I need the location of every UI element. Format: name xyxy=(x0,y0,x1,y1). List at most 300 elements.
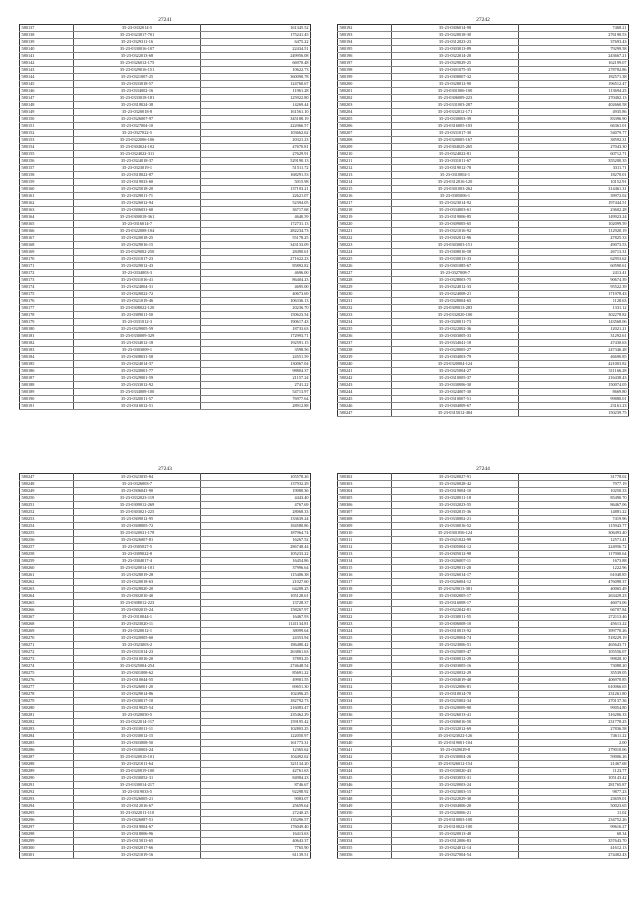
ledger-table xyxy=(19,24,311,410)
parcel-code-cell: 35-23-0330011-55 xyxy=(392,614,519,621)
table-row xyxy=(20,354,311,361)
parcel-code-cell: 35-23-0302012-96 xyxy=(392,235,519,242)
parcel-code-cell: 35-23-0320018-30 xyxy=(392,32,519,39)
table-row xyxy=(338,361,629,368)
parcel-code-cell: 35-23-0320029-8 xyxy=(392,747,519,754)
parcel-code-cell: 35-23-0322008-104 xyxy=(74,228,201,235)
parcel-code-cell: 35-23-0330004-26 xyxy=(392,754,519,761)
record-id-cell: 580281 xyxy=(20,712,74,719)
record-id-cell: 580343 xyxy=(338,761,392,768)
amount-cell: 102496.25 xyxy=(200,691,310,698)
record-id-cell: 580216 xyxy=(338,193,392,200)
record-id-cell: 580270 xyxy=(20,635,74,642)
amount-cell: 197444.51 xyxy=(518,200,628,207)
parcel-code-cell: 35-23-0332023-119 xyxy=(74,495,201,502)
record-id-cell: 580246 xyxy=(338,403,392,410)
table-row xyxy=(338,670,629,677)
amount-cell: 4696.00 xyxy=(200,270,310,277)
record-id-cell: 580212 xyxy=(338,165,392,172)
parcel-code-cell: 35-23-0323003-15 xyxy=(392,789,519,796)
record-id-cell: 580190 xyxy=(20,396,74,403)
ledger-table xyxy=(337,473,629,859)
amount-cell: 99820.10 xyxy=(518,656,628,663)
record-id-cell: 580208 xyxy=(338,137,392,144)
parcel-code-cell: 35-23-0319004-10 xyxy=(392,488,519,495)
record-id-cell: 580328 xyxy=(338,656,392,663)
parcel-code-cell: 35-23-0321019-46 xyxy=(74,298,201,305)
parcel-code-cell: 35-23-0326005-21 xyxy=(74,796,201,803)
table-row xyxy=(338,368,629,375)
record-id-cell: 580318 xyxy=(338,586,392,593)
amount-cell: 95522.39 xyxy=(518,284,628,291)
record-id-cell: 580277 xyxy=(20,684,74,691)
record-id-cell: 580300 xyxy=(20,845,74,852)
record-id-cell: 580180 xyxy=(20,326,74,333)
record-id-cell: 580352 xyxy=(338,824,392,831)
parcel-code-cell: 35-23-0325004-27 xyxy=(392,368,519,375)
amount-cell: 102099.59 xyxy=(518,221,628,228)
table-row xyxy=(338,600,629,607)
record-id-cell: 580229 xyxy=(338,284,392,291)
amount-cell: 54079.77 xyxy=(518,130,628,137)
amount-cell: 8746.67 xyxy=(200,782,310,789)
record-id-cell: 580264 xyxy=(20,593,74,600)
table-row xyxy=(338,102,629,109)
parcel-code-cell: 35-23-0329029-25 xyxy=(392,60,519,67)
table-row xyxy=(20,488,311,495)
amount-cell: 311166.28 xyxy=(518,368,628,375)
parcel-code-cell: 35-23-0322029-30 xyxy=(392,796,519,803)
parcel-code-cell: 35-23-0328004-65 xyxy=(392,298,519,305)
record-id-cell: 580316 xyxy=(338,572,392,579)
amount-cell: 465643.71 xyxy=(518,642,628,649)
record-id-cell: 580183 xyxy=(20,347,74,354)
record-id-cell: 580335 xyxy=(338,705,392,712)
parcel-code-cell: 35-23-0334012-18 xyxy=(74,340,201,347)
table-row xyxy=(20,312,311,319)
record-id-cell: 580197 xyxy=(338,60,392,67)
parcel-code-cell: 35-23-0330002-21 xyxy=(392,516,519,523)
record-id-cell: 580344 xyxy=(338,768,392,775)
record-id-cell: 580242 xyxy=(338,375,392,382)
amount-cell: 161773.31 xyxy=(200,740,310,747)
parcel-code-cell: 35-23-0319004-67 xyxy=(74,824,201,831)
parcel-code-cell: 35-23-0329012-43 xyxy=(74,263,201,270)
record-id-cell: 580254 xyxy=(20,523,74,530)
record-id-cell: 580215 xyxy=(338,186,392,193)
record-id-cell: 580275 xyxy=(20,670,74,677)
table-row xyxy=(338,754,629,761)
record-id-cell: 580156 xyxy=(20,158,74,165)
parcel-code-cell: 35-23-0322006-106 xyxy=(74,137,201,144)
record-id-cell: 580251 xyxy=(20,502,74,509)
table-row xyxy=(338,474,629,481)
record-id-cell: 580276 xyxy=(20,677,74,684)
amount-cell: 117900.64 xyxy=(518,551,628,558)
amount-cell: 51511.72 xyxy=(200,165,310,172)
table-row xyxy=(20,32,311,39)
table-row xyxy=(20,831,311,838)
amount-cell: 42761.63 xyxy=(200,768,310,775)
table-row xyxy=(338,256,629,263)
record-id-cell: 580261 xyxy=(20,572,74,579)
parcel-code-cell: 35-23-0330014-217 xyxy=(74,782,201,789)
parcel-code-cell: 35-23-0310016-20 xyxy=(74,656,201,663)
parcel-code-cell: 35-23-0319033-60 xyxy=(74,179,201,186)
parcel-code-cell: 35-23-0308031-58 xyxy=(74,354,201,361)
table-row xyxy=(20,481,311,488)
table-row xyxy=(338,586,629,593)
record-id-cell: 580143 xyxy=(20,67,74,74)
table-row xyxy=(338,53,629,60)
record-id-cell: 580329 xyxy=(338,663,392,670)
record-id-cell: 580274 xyxy=(20,663,74,670)
record-id-cell: 580304 xyxy=(338,488,392,495)
parcel-code-cell: 35-23-0310013-92 xyxy=(392,628,519,635)
amount-cell: 2413.41 xyxy=(518,270,628,277)
record-id-cell: 580154 xyxy=(20,144,74,151)
record-id-cell: 580323 xyxy=(338,621,392,628)
table-row xyxy=(338,691,629,698)
amount-cell: 234752.26 xyxy=(518,817,628,824)
table-row xyxy=(338,852,629,859)
table-row xyxy=(20,200,311,207)
record-id-cell: 580280 xyxy=(20,705,74,712)
parcel-code-cell: 35-23-0301085-67 xyxy=(392,263,519,270)
record-id-cell: 580160 xyxy=(20,186,74,193)
amount-cell: 135296.57 xyxy=(200,817,310,824)
parcel-code-cell: 35-23-0306031-60 xyxy=(74,207,201,214)
ledger-panel xyxy=(337,465,629,859)
amount-cell: 69651.30 xyxy=(200,684,310,691)
parcel-code-cell: 35-23-0320022-72 xyxy=(74,291,201,298)
amount-cell: 10152.91 xyxy=(518,179,628,186)
table-row xyxy=(338,298,629,305)
parcel-code-cell: 35-23-0309012-95 xyxy=(74,516,201,523)
parcel-code-cell: 35-23-0331014-23 xyxy=(74,649,201,656)
record-id-cell: 580152 xyxy=(20,130,74,137)
parcel-code-cell: 35-23-0310044-1 xyxy=(74,614,201,621)
amount-cell: 99054.80 xyxy=(518,705,628,712)
amount-cell: 115943.77 xyxy=(518,523,628,530)
amount-cell: 60590.61 xyxy=(518,263,628,270)
table-row xyxy=(338,593,629,600)
amount-cell: 28490.61 xyxy=(200,249,310,256)
parcel-code-cell: 35-23-0320011-57 xyxy=(74,396,201,403)
record-id-cell: 580158 xyxy=(20,172,74,179)
parcel-code-cell: 35-23-0310005-37 xyxy=(392,375,519,382)
record-id-cell: 580192 xyxy=(338,25,392,32)
amount-cell: 278782.86 xyxy=(518,67,628,74)
table-row xyxy=(20,621,311,628)
amount-cell: 62953.62 xyxy=(518,256,628,263)
table-row xyxy=(20,396,311,403)
amount-cell: 3598.56 xyxy=(200,347,310,354)
amount-cell: 150623.54 xyxy=(200,312,310,319)
record-id-cell: 580340 xyxy=(338,740,392,747)
amount-cell: 235462.29 xyxy=(200,712,310,719)
record-id-cell: 580282 xyxy=(20,719,74,726)
parcel-code-cell: 35-23-0324022-311 xyxy=(74,151,201,158)
record-id-cell: 580201 xyxy=(338,88,392,95)
table-row xyxy=(20,796,311,803)
record-id-cell: 580309 xyxy=(338,523,392,530)
amount-cell: 74611.22 xyxy=(518,733,628,740)
ledger-panel xyxy=(19,16,311,410)
parcel-code-cell: 35-23-0323020-11 xyxy=(74,621,201,628)
record-id-cell: 580306 xyxy=(338,502,392,509)
parcel-code-cell: 35-23-0303053-31 xyxy=(392,775,519,782)
record-id-cell: 580196 xyxy=(338,53,392,60)
table-row xyxy=(338,354,629,361)
table-row xyxy=(338,607,629,614)
table-row xyxy=(338,719,629,726)
amount-cell: 12571.41 xyxy=(518,537,628,544)
record-id-cell: 580163 xyxy=(20,207,74,214)
record-id-cell: 580202 xyxy=(338,95,392,102)
record-id-cell: 580151 xyxy=(20,123,74,130)
parcel-code-cell: 35-23-0320013-48 xyxy=(392,831,519,838)
parcel-code-cell: 35-23-0320009-90 xyxy=(392,705,519,712)
table-row xyxy=(20,495,311,502)
record-id-cell: 580248 xyxy=(20,481,74,488)
table-row xyxy=(338,347,629,354)
table-row xyxy=(20,53,311,60)
record-id-cell: 580336 xyxy=(338,712,392,719)
table-row xyxy=(20,340,311,347)
parcel-code-cell: 35-23-0309012-269 xyxy=(74,502,201,509)
amount-cell: 231261.80 xyxy=(518,691,628,698)
parcel-code-cell: 35-23-0321007-25 xyxy=(74,74,201,81)
parcel-code-cell: 35-23-0322042-81 xyxy=(392,607,519,614)
amount-cell: 105578.26 xyxy=(200,474,310,481)
parcel-code-cell: 35-23-0325002-34 xyxy=(392,698,519,705)
table-row xyxy=(338,249,629,256)
parcel-code-cell: 35-23-0327004-10 xyxy=(74,123,201,130)
parcel-code-cell: 35-23-0332014-5 xyxy=(74,25,201,32)
table-row xyxy=(20,81,311,88)
table-row xyxy=(20,572,311,579)
parcel-code-cell: 35-23-0308022-120 xyxy=(74,305,201,312)
parcel-code-cell: 35-23-0316014-7 xyxy=(74,221,201,228)
parcel-code-cell: 35-23-0324018-37 xyxy=(74,158,201,165)
parcel-code-cell: 35-23-0308016-58 xyxy=(392,249,519,256)
amount-cell: 243667.21 xyxy=(518,53,628,60)
record-id-cell: 580214 xyxy=(338,179,392,186)
record-id-cell: 580308 xyxy=(338,516,392,523)
amount-cell: 168291.53 xyxy=(200,172,310,179)
table-row xyxy=(20,810,311,817)
record-id-cell: 580349 xyxy=(338,803,392,810)
record-id-cell: 580247 xyxy=(20,474,74,481)
table-row xyxy=(20,782,311,789)
record-id-cell: 580171 xyxy=(20,263,74,270)
parcel-code-cell: 35-23-0334003-3 xyxy=(74,270,201,277)
record-id-cell: 580184 xyxy=(20,354,74,361)
parcel-code-cell: 35-23-0326007-81 xyxy=(74,537,201,544)
amount-cell: 16467.93 xyxy=(200,614,310,621)
record-id-cell: 580334 xyxy=(338,698,392,705)
table-row xyxy=(20,698,311,705)
amount-cell: 286748.44 xyxy=(200,544,310,551)
record-id-cell: 580146 xyxy=(20,88,74,95)
table-row xyxy=(338,838,629,845)
record-id-cell: 580138 xyxy=(20,32,74,39)
record-id-cell: 580294 xyxy=(20,803,74,810)
amount-cell: 40065.49 xyxy=(518,586,628,593)
record-id-cell: 580249 xyxy=(20,488,74,495)
table-row xyxy=(338,60,629,67)
record-id-cell: 580217 xyxy=(338,200,392,207)
amount-cell: 73088.20 xyxy=(518,663,628,670)
amount-cell: 92298.92 xyxy=(200,789,310,796)
record-id-cell: 580153 xyxy=(20,137,74,144)
table-row xyxy=(338,530,629,537)
parcel-code-cell: 35-23-0319012-70 xyxy=(392,165,519,172)
table-row xyxy=(20,60,311,67)
record-id-cell: 580187 xyxy=(20,375,74,382)
amount-cell: 133639.24 xyxy=(200,516,310,523)
parcel-code-cell: 35-23-0302017-66 xyxy=(74,845,201,852)
amount-cell: 11961.28 xyxy=(200,88,310,95)
record-id-cell: 580147 xyxy=(20,95,74,102)
amount-cell: 224956.72 xyxy=(518,544,628,551)
table-row xyxy=(338,572,629,579)
table-row xyxy=(20,705,311,712)
record-id-cell: 580172 xyxy=(20,270,74,277)
table-row xyxy=(338,740,629,747)
table-row xyxy=(20,116,311,123)
amount-cell: 86467.06 xyxy=(518,502,628,509)
amount-cell: 314461.31 xyxy=(518,186,628,193)
table-row xyxy=(338,165,629,172)
table-row xyxy=(338,123,629,130)
table-row xyxy=(20,389,311,396)
table-row xyxy=(338,481,629,488)
record-id-cell: 580339 xyxy=(338,733,392,740)
table-row xyxy=(20,137,311,144)
parcel-code-cell: 35-23-0329001-59 xyxy=(74,375,201,382)
parcel-code-cell: 35-23-0331017-23 xyxy=(74,256,201,263)
parcel-code-cell: 35-23-0320004-124 xyxy=(392,361,519,368)
amount-cell: 3311.71 xyxy=(518,165,628,172)
table-row xyxy=(20,284,311,291)
amount-cell: 90674.39 xyxy=(518,277,628,284)
parcel-code-cell: 35-23-0303009-1 xyxy=(74,347,201,354)
parcel-code-cell: 35-23-0334008-100 xyxy=(74,389,201,396)
table-row xyxy=(20,221,311,228)
parcel-code-cell: 35-23-0320050-5 xyxy=(74,712,201,719)
parcel-code-cell: 35-23-0323014-92 xyxy=(392,200,519,207)
record-id-cell: 580221 xyxy=(338,228,392,235)
table-row xyxy=(20,474,311,481)
parcel-code-cell: 35-23-0320018-63 xyxy=(74,579,201,586)
ledger-table xyxy=(19,473,311,859)
parcel-code-cell: 35-23-0320010-101 xyxy=(74,754,201,761)
amount-cell: 66970.48 xyxy=(200,60,310,67)
table-row xyxy=(338,95,629,102)
record-id-cell: 580303 xyxy=(338,481,392,488)
parcel-code-cell: 35-23-0330016-107 xyxy=(74,46,201,53)
amount-cell: 402660.58 xyxy=(518,102,628,109)
record-id-cell: 580321 xyxy=(338,607,392,614)
amount-cell: 150239.75 xyxy=(518,410,628,417)
amount-cell: 306493.40 xyxy=(518,530,628,537)
parcel-code-cell: 35-23-0305004-12 xyxy=(392,544,519,551)
parcel-code-cell: 35-23-0320014-101 xyxy=(74,565,201,572)
record-id-cell: 580144 xyxy=(20,74,74,81)
parcel-code-cell: 35-23-0320005-167 xyxy=(392,137,519,144)
parcel-code-cell: 35-23-0310011-11 xyxy=(74,726,201,733)
record-id-cell: 580311 xyxy=(338,537,392,544)
record-id-cell: 580141 xyxy=(20,53,74,60)
table-row xyxy=(20,193,311,200)
table-row xyxy=(20,39,311,46)
table-row xyxy=(338,158,629,165)
record-id-cell: 580287 xyxy=(20,754,74,761)
amount-cell: 64208.25 xyxy=(200,586,310,593)
record-id-cell: 580159 xyxy=(20,179,74,186)
parcel-code-cell: 35-23-0324012-14 xyxy=(392,845,519,852)
record-id-cell: 580338 xyxy=(338,726,392,733)
parcel-code-cell: 35-23-0301008-62 xyxy=(74,670,201,677)
record-id-cell: 580347 xyxy=(338,789,392,796)
record-id-cell: 580232 xyxy=(338,305,392,312)
table-row xyxy=(20,368,311,375)
amount-cell: 9083.07 xyxy=(200,796,310,803)
amount-cell: 23602.28 xyxy=(518,207,628,214)
table-row xyxy=(338,410,629,417)
record-id-cell: 580233 xyxy=(338,312,392,319)
table-row xyxy=(20,509,311,516)
record-id-cell: 580235 xyxy=(338,326,392,333)
table-row xyxy=(338,214,629,221)
amount-cell: 5015.98 xyxy=(200,179,310,186)
table-row xyxy=(338,649,629,656)
parcel-code-cell: 35-23-0304025-265 xyxy=(392,144,519,151)
record-id-cell: 580355 xyxy=(338,845,392,852)
record-id-cell: 580155 xyxy=(20,151,74,158)
amount-cell: 518229.19 xyxy=(518,635,628,642)
table-row xyxy=(20,733,311,740)
amount-cell: 406970.85 xyxy=(518,677,628,684)
parcel-code-cell: 35-23-0320003-24 xyxy=(392,782,519,789)
amount-cell: 161345.52 xyxy=(200,25,310,32)
table-row xyxy=(338,186,629,193)
amount-cell: 1222.96 xyxy=(518,565,628,572)
parcel-code-cell: 35-23-0304003-79 xyxy=(392,354,519,361)
record-id-cell: 580169 xyxy=(20,249,74,256)
parcel-code-cell: 35-23-0303021-225 xyxy=(74,509,201,516)
record-id-cell: 580213 xyxy=(338,172,392,179)
table-row xyxy=(338,502,629,509)
amount-cell: 1128.63 xyxy=(518,298,628,305)
record-id-cell: 580195 xyxy=(338,46,392,53)
table-row xyxy=(20,852,311,859)
record-id-cell: 580228 xyxy=(338,277,392,284)
record-id-cell: 580258 xyxy=(20,551,74,558)
amount-cell: 13728.37 xyxy=(200,600,310,607)
table-row xyxy=(338,712,629,719)
amount-cell: 2.00 xyxy=(518,740,628,747)
parcel-code-cell: 35-23-0321016-92 xyxy=(392,228,519,235)
amount-cell: 263429.23 xyxy=(518,593,628,600)
parcel-code-cell: 35-23-0312016-120 xyxy=(392,179,519,186)
record-id-cell: 580161 xyxy=(20,193,74,200)
panel-title: 27241 xyxy=(158,17,172,23)
table-row xyxy=(20,516,311,523)
amount-cell: 36717.68 xyxy=(200,207,310,214)
